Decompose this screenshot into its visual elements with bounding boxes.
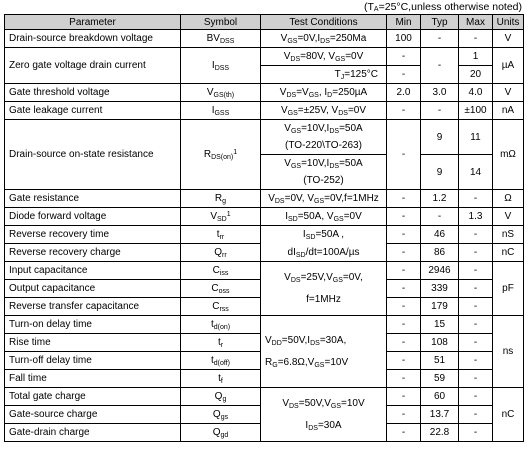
- test-cell: $V_{DD}=50V,I_{DS}=30A$, $R_G=6.8\Omega,V_{GS}=10V$: [261, 316, 387, 388]
- parameter-cell: Output capacitance: [5, 280, 181, 298]
- typ-cell: 59: [421, 370, 459, 388]
- test-cell: $V_{GS}=10V,I_{DS}=50A$: [261, 155, 387, 173]
- parameter-cell: Reverse transfer capacitance: [5, 298, 181, 316]
- unit-cell: nC: [493, 244, 524, 262]
- min-cell: 100: [387, 30, 421, 48]
- typ-cell: 108: [421, 334, 459, 352]
- typ-cell: 9: [421, 155, 459, 190]
- typ-cell: 179: [421, 298, 459, 316]
- table-row: [5, 102, 524, 120]
- min-cell: -: [387, 190, 421, 208]
- symbol-cell: $I_{GSS}$: [181, 102, 261, 120]
- min-cell: -: [387, 334, 421, 352]
- unit-cell: mΩ: [493, 120, 524, 190]
- typ-cell: -: [421, 102, 459, 120]
- max-cell: -: [459, 30, 493, 48]
- min-cell: -: [387, 370, 421, 388]
- min-cell: -: [387, 280, 421, 298]
- parameter-cell: Zero gate voltage drain current: [5, 48, 181, 84]
- unit-cell: nS: [493, 226, 524, 244]
- max-cell: 11: [459, 120, 493, 155]
- symbol-cell: $C_{rss}$: [181, 298, 261, 316]
- unit-cell: Ω: [493, 190, 524, 208]
- test-cell: (TO-220\TO-263): [261, 137, 387, 155]
- parameter-cell: Drain-source breakdown voltage: [5, 30, 181, 48]
- test-cell: $V_{GS}=0V,I_{DS}=250Ma$: [261, 30, 387, 48]
- symbol-cell: $Q_{gs}$: [181, 406, 261, 424]
- conditions-note: ($T_A=25^\circ C,unless$ otherwise noted): [364, 1, 522, 13]
- parameter-cell: Reverse recovery time: [5, 226, 181, 244]
- test-cell: $I_{SD}=50A$, $V_{GS}=0V$: [261, 208, 387, 226]
- test-cell: $V_{DS}=0V$, $V_{GS}=0V,f=1MHz$: [261, 190, 387, 208]
- table-row: [5, 388, 524, 406]
- table-row: [5, 48, 524, 66]
- parameter-cell: Gate leakage current: [5, 102, 181, 120]
- typ-cell: -: [421, 30, 459, 48]
- table-row: [5, 226, 524, 244]
- test-cell: $V_{DS}=25V,V_{GS}=0V$, f=1MHz: [261, 262, 387, 316]
- symbol-cell: $t_{d(on)}$: [181, 316, 261, 334]
- symbol-cell: $V_{SD}^1$: [181, 208, 261, 226]
- header-row: [5, 15, 524, 30]
- unit-cell: nA: [493, 102, 524, 120]
- symbol-cell: $V_{GS(th)}$: [181, 84, 261, 102]
- symbol-cell: $t_f$: [181, 370, 261, 388]
- unit-cell: V: [493, 84, 524, 102]
- parameter-cell: Gate resistance: [5, 190, 181, 208]
- test-cell: $V_{DS}=80V$, $V_{GS}=0V$: [261, 48, 387, 66]
- symbol-cell: $Q_{rr}$: [181, 244, 261, 262]
- min-cell: -: [387, 244, 421, 262]
- header-max: Max: [459, 15, 493, 30]
- typ-cell: 13.7: [421, 406, 459, 424]
- min-cell: -: [387, 226, 421, 244]
- test-cell: $T_J=125^\circ C$: [261, 66, 387, 84]
- min-cell: 2.0: [387, 84, 421, 102]
- header-min: Min: [387, 15, 421, 30]
- min-cell: -: [387, 66, 421, 84]
- parameter-cell: Turn-off delay time: [5, 352, 181, 370]
- table-row: [5, 30, 524, 48]
- header-test-conditions: Test Conditions: [261, 15, 387, 30]
- test-cell: $V_{DS}=V_{GS}$, $I_D=250\mu A$: [261, 84, 387, 102]
- max-cell: -: [459, 388, 493, 406]
- min-cell: -: [387, 406, 421, 424]
- parameter-cell: Gate-drain charge: [5, 424, 181, 442]
- typ-cell: 3.0: [421, 84, 459, 102]
- max-cell: -: [459, 226, 493, 244]
- parameter-cell: Drain-source on-state resistance: [5, 120, 181, 190]
- typ-cell: 339: [421, 280, 459, 298]
- test-cell: $dI_{SD}/dt=100A/\mu s$: [261, 244, 387, 262]
- typ-cell: 60: [421, 388, 459, 406]
- min-cell: -: [387, 352, 421, 370]
- test-cell: $V_{GS}=10V,I_{DS}=50A$: [261, 120, 387, 138]
- parameter-cell: Input capacitance: [5, 262, 181, 280]
- parameter-cell: Total gate charge: [5, 388, 181, 406]
- parameter-cell: Gate threshold voltage: [5, 84, 181, 102]
- symbol-cell: $t_r$: [181, 334, 261, 352]
- table-row: [5, 262, 524, 280]
- header-typ: Typ: [421, 15, 459, 30]
- max-cell: -: [459, 406, 493, 424]
- min-cell: -: [387, 102, 421, 120]
- test-cell: $I_{SD}=50A$ ,: [261, 226, 387, 244]
- header-parameter: Parameter: [5, 15, 181, 30]
- min-cell: -: [387, 120, 421, 190]
- header-units: Units: [493, 15, 524, 30]
- max-cell: -: [459, 352, 493, 370]
- max-cell: -: [459, 244, 493, 262]
- max-cell: ±100: [459, 102, 493, 120]
- unit-cell: nC: [493, 388, 524, 442]
- symbol-cell: $t_{d(off)}$: [181, 352, 261, 370]
- symbol-cell: $R_g$: [181, 190, 261, 208]
- max-cell: -: [459, 334, 493, 352]
- parameter-cell: Reverse recovery charge: [5, 244, 181, 262]
- unit-cell: pF: [493, 262, 524, 316]
- electrical-characteristics-table: [4, 14, 524, 442]
- table-row: [5, 190, 524, 208]
- symbol-cell: $C_{iss}$: [181, 262, 261, 280]
- min-cell: -: [387, 316, 421, 334]
- max-cell: -: [459, 190, 493, 208]
- unit-cell: V: [493, 30, 524, 48]
- typ-cell: 22.8: [421, 424, 459, 442]
- typ-cell: 2946: [421, 262, 459, 280]
- max-cell: -: [459, 370, 493, 388]
- test-cell: $V_{DS}=50V,V_{GS}=10V$ $I_{DS}=30A$: [261, 388, 387, 442]
- table-row: [5, 244, 524, 262]
- max-cell: 1.3: [459, 208, 493, 226]
- table-row: [5, 316, 524, 334]
- typ-cell: 46: [421, 226, 459, 244]
- typ-cell: 51: [421, 352, 459, 370]
- table-row: [5, 120, 524, 138]
- header-symbol: Symbol: [181, 15, 261, 30]
- unit-cell: ns: [493, 316, 524, 388]
- typ-cell: 1.2: [421, 190, 459, 208]
- typ-cell: -: [421, 208, 459, 226]
- symbol-cell: $R_{DS(on)}^1$: [181, 120, 261, 190]
- parameter-cell: Gate-source charge: [5, 406, 181, 424]
- max-cell: 14: [459, 155, 493, 190]
- typ-cell: -: [421, 48, 459, 84]
- min-cell: -: [387, 424, 421, 442]
- symbol-cell: $Q_g$: [181, 388, 261, 406]
- table-row: [5, 84, 524, 102]
- min-cell: -: [387, 298, 421, 316]
- symbol-cell: $BV_{DSS}$: [181, 30, 261, 48]
- parameter-cell: Rise time: [5, 334, 181, 352]
- max-cell: 1: [459, 48, 493, 66]
- max-cell: 4.0: [459, 84, 493, 102]
- max-cell: -: [459, 262, 493, 280]
- min-cell: -: [387, 48, 421, 66]
- min-cell: -: [387, 208, 421, 226]
- min-cell: -: [387, 262, 421, 280]
- parameter-cell: Fall time: [5, 370, 181, 388]
- parameter-cell: Diode forward voltage: [5, 208, 181, 226]
- max-cell: -: [459, 298, 493, 316]
- symbol-cell: $Q_{gd}$: [181, 424, 261, 442]
- min-cell: -: [387, 388, 421, 406]
- unit-cell: µA: [493, 48, 524, 84]
- parameter-cell: Turn-on delay time: [5, 316, 181, 334]
- max-cell: -: [459, 424, 493, 442]
- typ-cell: 9: [421, 120, 459, 155]
- max-cell: -: [459, 316, 493, 334]
- max-cell: -: [459, 280, 493, 298]
- test-cell: $V_{GS}=\pm 25V$, $V_{DS}=0V$: [261, 102, 387, 120]
- unit-cell: V: [493, 208, 524, 226]
- typ-cell: 15: [421, 316, 459, 334]
- symbol-cell: $t_{rr}$: [181, 226, 261, 244]
- symbol-cell: $C_{oss}$: [181, 280, 261, 298]
- typ-cell: 86: [421, 244, 459, 262]
- test-cell: (TO-252): [261, 172, 387, 190]
- table-row: [5, 208, 524, 226]
- max-cell: 20: [459, 66, 493, 84]
- symbol-cell: $I_{DSS}$: [181, 48, 261, 84]
